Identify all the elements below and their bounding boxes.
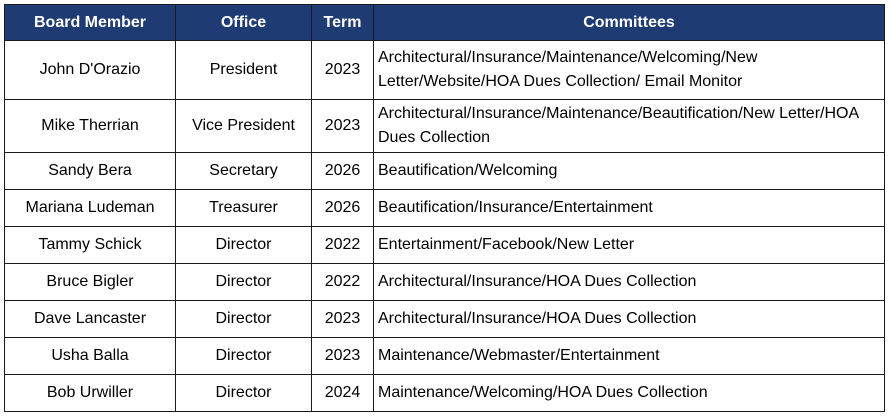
member-committees: Maintenance/Welcoming/HOA Dues Collection (374, 375, 885, 412)
header-office: Office (176, 5, 312, 41)
table-row (5, 153, 885, 190)
table-row (5, 338, 885, 375)
table-row (5, 190, 885, 227)
member-term: 2023 (312, 301, 374, 338)
member-office: Director (176, 227, 312, 264)
member-term: 2023 (312, 41, 374, 100)
table-row (5, 264, 885, 301)
table-row (5, 227, 885, 264)
member-term: 2023 (312, 338, 374, 375)
member-office: Treasurer (176, 190, 312, 227)
member-office: Director (176, 375, 312, 412)
member-committees: Entertainment/Facebook/New Letter (374, 227, 885, 264)
member-office: Director (176, 338, 312, 375)
member-committees: Architectural/Insurance/HOA Dues Collection (374, 301, 885, 338)
member-term: 2026 (312, 190, 374, 227)
member-office: Secretary (176, 153, 312, 190)
member-office: Director (176, 301, 312, 338)
member-name: Mariana Ludeman (5, 190, 176, 227)
member-name: John D'Orazio (5, 41, 176, 100)
member-name: Bruce Bigler (5, 264, 176, 301)
member-term: 2022 (312, 227, 374, 264)
member-name: Sandy Bera (5, 153, 176, 190)
member-committees: Maintenance/Webmaster/Entertainment (374, 338, 885, 375)
member-name: Dave Lancaster (5, 301, 176, 338)
member-office: Director (176, 264, 312, 301)
table-row (5, 41, 885, 100)
table-row (5, 301, 885, 338)
member-committees: Architectural/Insurance/HOA Dues Collection (374, 264, 885, 301)
member-name: Usha Balla (5, 338, 176, 375)
member-name: Mike Therrian (5, 100, 176, 153)
member-term: 2024 (312, 375, 374, 412)
board-members-table (4, 4, 885, 412)
header-term: Term (312, 5, 374, 41)
table-row (5, 100, 885, 153)
member-office: Vice President (176, 100, 312, 153)
member-committees: Beautification/Welcoming (374, 153, 885, 190)
member-term: 2023 (312, 100, 374, 153)
member-name: Bob Urwiller (5, 375, 176, 412)
member-committees: Beautification/Insurance/Entertainment (374, 190, 885, 227)
member-name: Tammy Schick (5, 227, 176, 264)
member-term: 2026 (312, 153, 374, 190)
member-committees: Architectural/Insurance/Maintenance/Beautification/New Letter/HOA Dues Collection (374, 100, 885, 153)
header-board-member: Board Member (5, 5, 176, 41)
member-office: President (176, 41, 312, 100)
header-committees: Committees (374, 5, 885, 41)
table-header (5, 5, 885, 41)
table-row (5, 375, 885, 412)
member-term: 2022 (312, 264, 374, 301)
member-committees: Architectural/Insurance/Maintenance/Welcoming/New Letter/Website/HOA Dues Collection/ Email Monitor (374, 41, 885, 100)
